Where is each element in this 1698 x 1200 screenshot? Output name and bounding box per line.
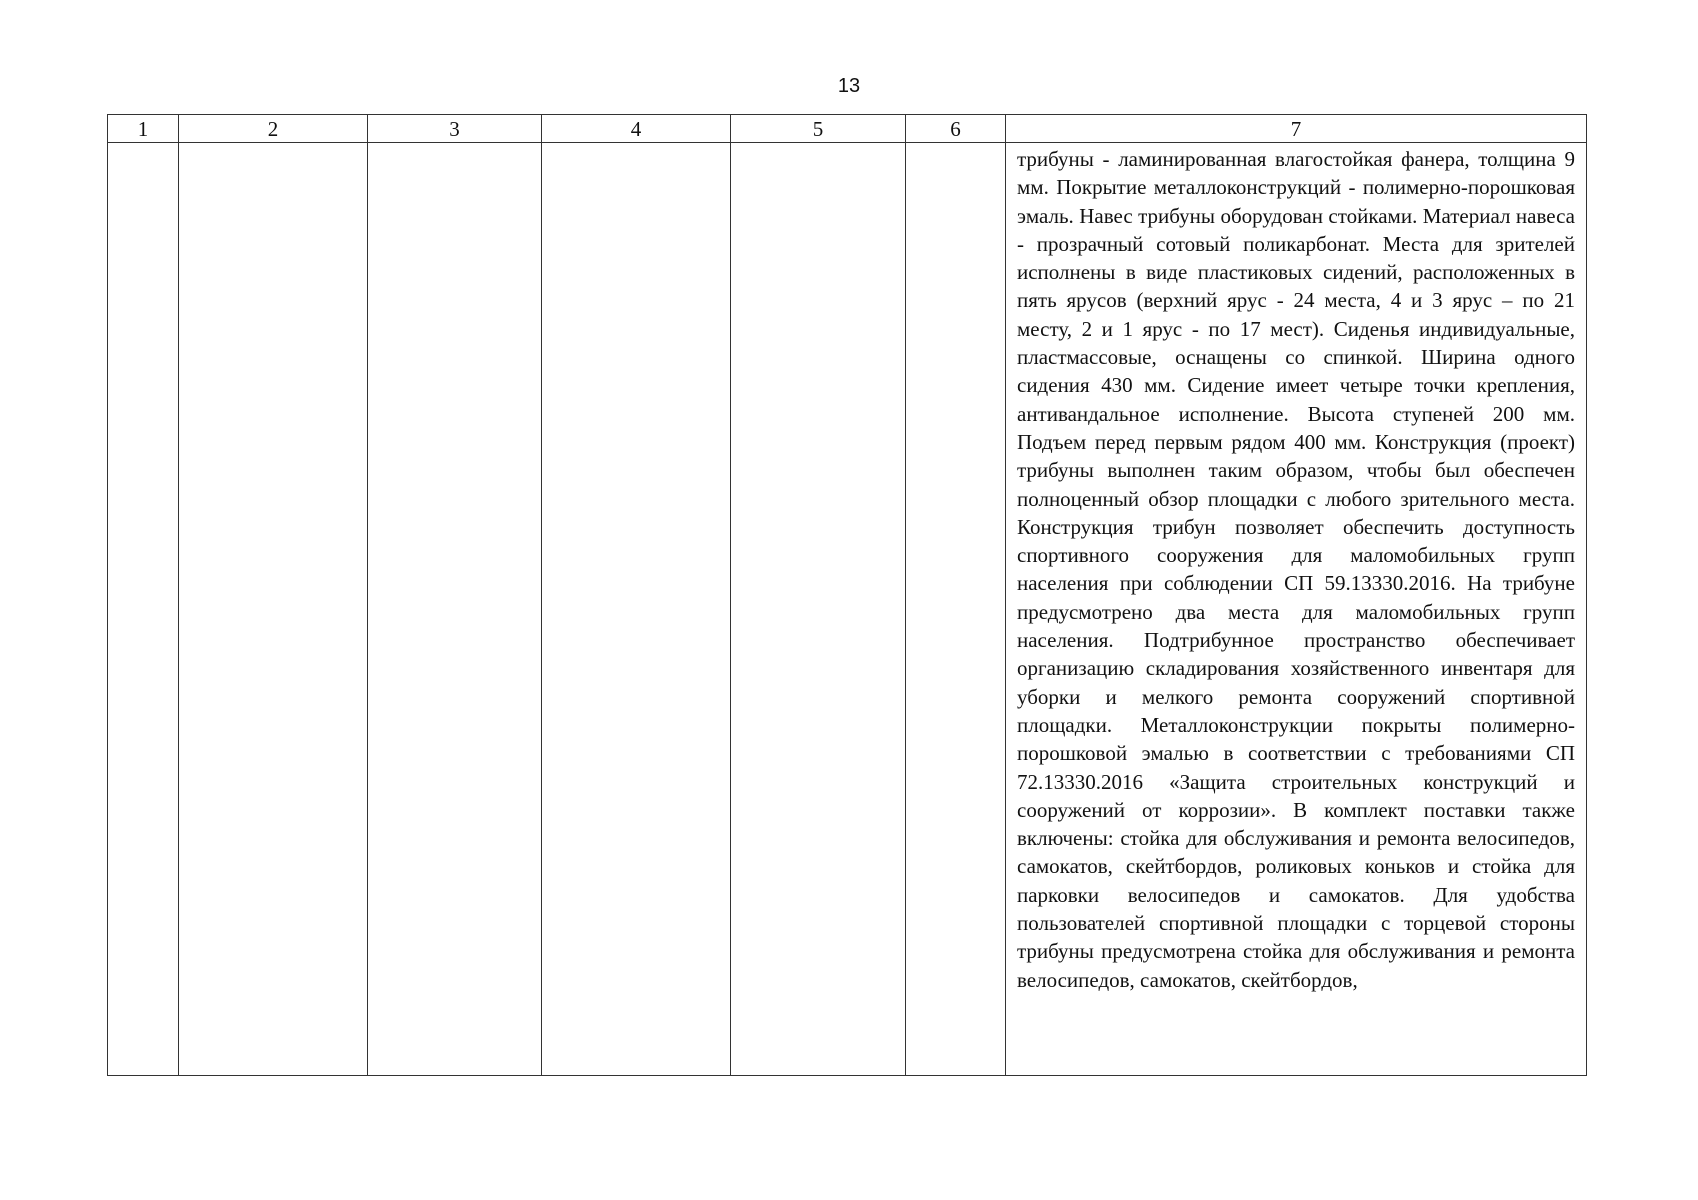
column-header-7: 7 (1006, 115, 1587, 143)
table-cell-col7 (1006, 143, 1587, 1076)
page-number: 13 (837, 75, 861, 97)
column-header-3: 3 (368, 115, 542, 143)
table-row (108, 143, 1587, 1076)
column-header-5: 5 (731, 115, 906, 143)
table-cell-col6 (906, 143, 1006, 1076)
column-header-1: 1 (108, 115, 179, 143)
specification-table (107, 114, 1587, 1076)
column-header-6: 6 (906, 115, 1006, 143)
description-text: трибуны - ламинированная влагостойкая фанера, толщина 9 мм. Покрытие металлоконструкций - полимерно-порошковая эмаль. Навес трибуны оборудован стойками. Материал навеса - прозрачный сотовый поликарбонат. Места для зрителей исполнены в виде пластиковых сидений, расположенных в пять ярусов (верхний ярус - 24 места, 4 и 3 ярус – по 21 месту, 2 и 1 ярус - по 17 мест). Сиденья индивидуальные, пластмассовые, оснащены со спинкой. Ширина одного сидения 430 мм. Сидение имеет четыре точки крепления, антивандальное исполнение. Высота ступеней 200 мм. Подъем перед первым рядом 400 мм. Конструкция (проект) трибуны выполнен таким образом, чтобы был обеспечен полноценный обзор площадки с любого зрительного места. Конструкция трибун позволяет обеспечить доступность спортивного сооружения для маломобильных групп населения при соблюдении СП 59.13330.2016. На трибуне предусмотрено два места для маломобильных групп населения. Подтрибунное пространство обеспечивает организацию складирования хозяйственного инвентаря для уборки и мелкого ремонта сооружений спортивной площадки. Металлоконструкции покрыты полимерно-порошковой эмалью в соответствии с требованиями СП 72.13330.2016 «Защита строительных конструкций и сооружений от коррозии». В комплект поставки также включены: стойка для обслуживания и ремонта велосипедов, самокатов, скейтбордов, роликовых коньков и стойка для парковки велосипедов и самокатов. Для удобства пользователей спортивной площадки с торцевой стороны трибуны предусмотрена стойка для обслуживания и ремонта велосипедов, самокатов, скейтбордов, (1017, 147, 1575, 992)
column-header-4: 4 (542, 115, 731, 143)
table-cell-col1 (108, 143, 179, 1076)
column-number-row (108, 115, 1587, 143)
table-cell-col5 (731, 143, 906, 1076)
column-header-2: 2 (179, 115, 368, 143)
table-cell-col4 (542, 143, 731, 1076)
table-cell-col3 (368, 143, 542, 1076)
table-cell-col2 (179, 143, 368, 1076)
